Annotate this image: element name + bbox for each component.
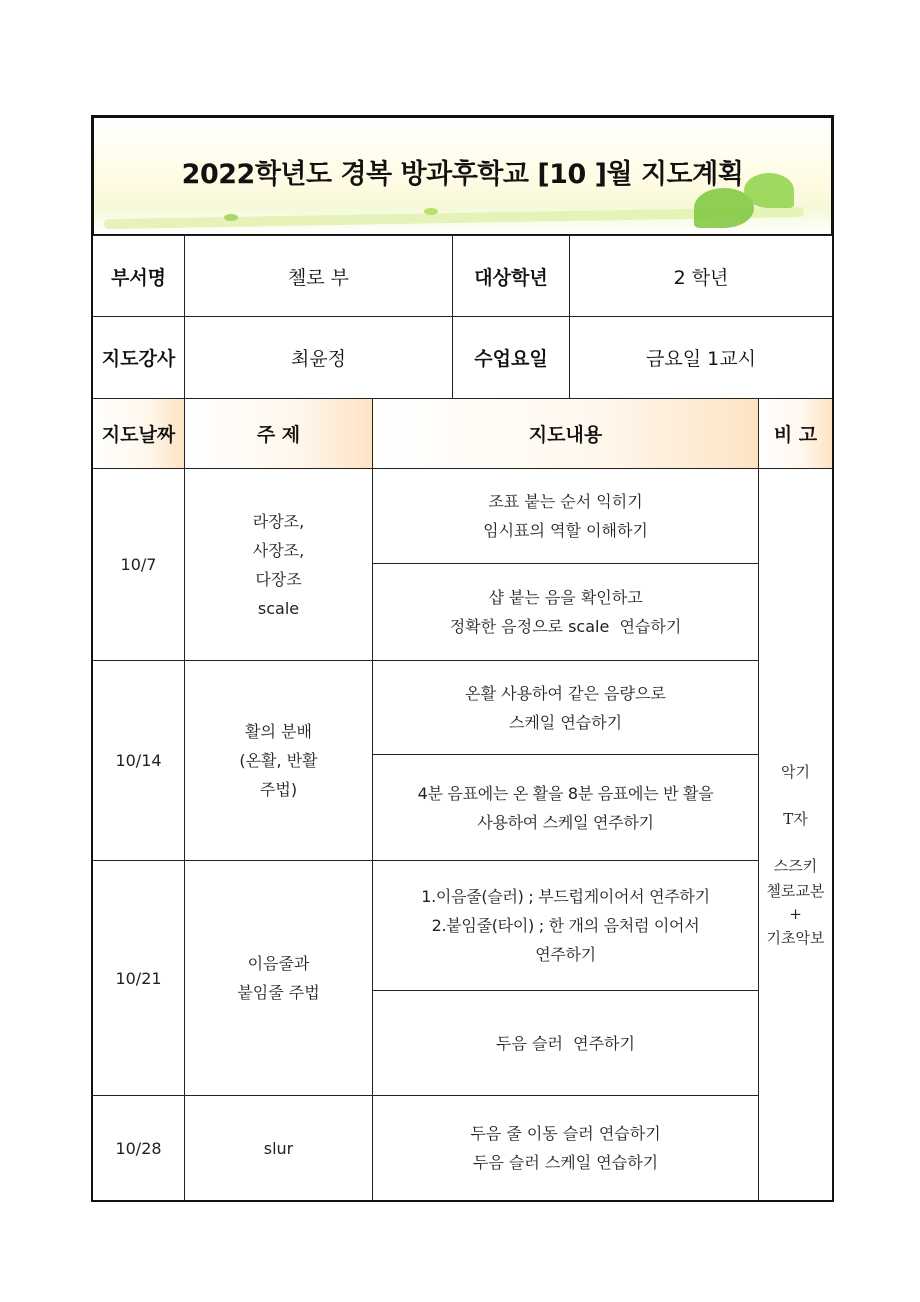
content-line: 두음 줄 이동 슬러 연습하기	[470, 1124, 661, 1143]
content-line: 정확한 음정으로 scale 연습하기	[449, 617, 682, 636]
topic-line: scale	[257, 598, 300, 618]
content-line: 2.붙임줄(타이) ; 한 개의 음처럼 이어서	[431, 916, 700, 935]
content-line: 두음 슬러 스케일 연습하기	[472, 1153, 659, 1172]
content-line: 임시표의 역할 이해하기	[483, 521, 648, 540]
topic-line: 라장조,	[252, 511, 305, 531]
content-line: 조표 붙는 순서 익히기	[488, 492, 643, 511]
decorative-dot	[224, 214, 238, 221]
teacher-label: 지도강사	[92, 316, 185, 399]
content-cell	[372, 1095, 759, 1201]
page-title: 2022학년도 경복 방과후학교 [10 ]월 지도계획	[181, 158, 744, 190]
decorative-dot	[424, 208, 438, 215]
content-line: 샵 붙는 음을 확인하고	[488, 588, 643, 607]
header-topic: 주 제	[184, 398, 373, 469]
grade-value: 2 학년	[569, 235, 833, 317]
topic-line: 붙임줄 주법	[237, 983, 320, 1002]
topic-line: (온활, 반활	[239, 751, 318, 770]
dept-label: 부서명	[92, 235, 185, 317]
content-cell	[372, 660, 759, 755]
clover-leaf	[744, 173, 794, 208]
content-line: 사용하여 스케일 연주하기	[477, 812, 654, 832]
row-topic	[184, 468, 373, 661]
content-cell	[372, 468, 759, 564]
row-topic	[184, 860, 373, 1096]
row-topic	[184, 660, 373, 861]
topic-line: slur	[263, 1138, 294, 1158]
row-date: 10/28	[92, 1095, 185, 1201]
note-line: 스즈키	[773, 857, 818, 875]
dept-value: 첼로 부	[184, 235, 453, 317]
content-line: 온활 사용하여 같은 음량으로	[465, 683, 666, 703]
topic-line: 다장조	[255, 569, 302, 589]
note-line: T자	[783, 810, 808, 828]
document-title-banner	[92, 116, 833, 236]
row-topic	[184, 1095, 373, 1201]
topic-line: 주법)	[259, 780, 298, 799]
content-line: 두음 슬러 연주하기	[496, 1033, 635, 1053]
content-line: 1.이음줄(슬러) ; 부드럽게이어서 연주하기	[421, 887, 710, 906]
day-value: 금요일 1교시	[569, 316, 833, 399]
topic-line: 사장조,	[252, 540, 305, 560]
row-date: 10/21	[92, 860, 185, 1096]
content-cell	[372, 860, 759, 991]
header-date: 지도날짜	[92, 398, 185, 469]
content-line: 4분 음표에는 온 활을 8분 음표에는 반 활을	[417, 783, 714, 803]
note-line: 악기	[781, 763, 810, 781]
note-line: 기초악보	[766, 929, 825, 947]
note-line: +	[789, 905, 802, 923]
topic-line: 활의 분배	[245, 722, 312, 741]
content-cell	[372, 990, 759, 1096]
note-cell	[758, 468, 833, 1201]
topic-line: 이음줄과	[247, 954, 310, 973]
header-content: 지도내용	[372, 398, 759, 469]
teacher-value: 최윤정	[184, 316, 453, 399]
content-line: 스케일 연습하기	[508, 712, 623, 732]
header-note: 비 고	[758, 398, 833, 469]
content-cell	[372, 563, 759, 661]
row-date: 10/7	[92, 468, 185, 661]
day-label: 수업요일	[452, 316, 570, 399]
content-line: 연주하기	[535, 945, 596, 964]
grade-label: 대상학년	[452, 235, 570, 317]
row-date: 10/14	[92, 660, 185, 861]
content-cell	[372, 754, 759, 861]
note-line: 첼로교본	[766, 882, 825, 900]
